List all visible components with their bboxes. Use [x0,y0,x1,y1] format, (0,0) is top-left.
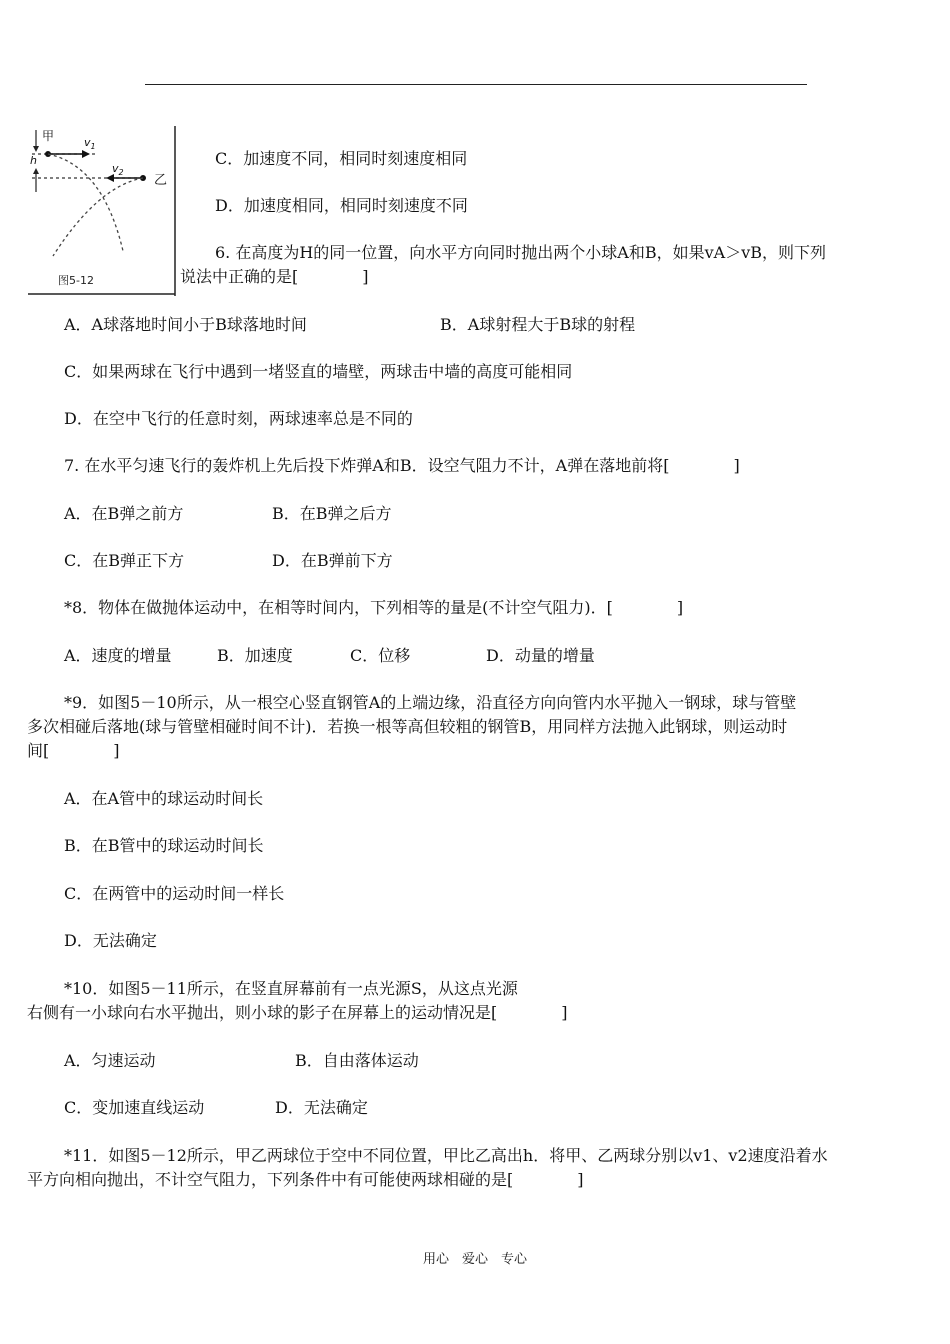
q8-option-b: B．加速度 [217,646,293,665]
q9-stem-line2: 多次相碰后落地(球与管壁相碰时间不计)．若换一根等高但较粗的钢管B，用同样方法抛入此钢球，则运动时 [27,717,788,736]
q7-option-c: C．在B弹正下方 [64,551,185,570]
q9-stem-line3: 间[ ] [27,741,120,760]
q7-option-d: D．在B弹前下方 [272,551,393,570]
trajectory-yi [53,178,143,256]
q6-option-a: A．A球落地时间小于B球落地时间 [64,315,307,334]
q8-option-a: A．速度的增量 [64,646,172,665]
label-v2: $v_2$ [112,162,124,177]
h-arrow-bottom-head [33,168,39,174]
label-v1: $v_1$ [84,136,96,151]
v1-arrow-head [82,150,90,158]
q9-option-c: C．在两管中的运动时间一样长 [64,884,285,903]
q7-option-b: B．在B弹之后方 [272,504,392,523]
q11-stem-line2: 平方向相向抛出，不计空气阻力，下列条件中有可能使两球相碰的是[ ] [27,1170,584,1189]
q6-stem-line1: 6. 在高度为H的同一位置，向水平方向同时抛出两个小球A和B，如果vA＞vB，则下列 [215,243,827,262]
q7-option-a: A．在B弹之前方 [64,504,184,523]
q6-option-d: D．在空中飞行的任意时刻，两球速率总是不同的 [64,409,413,428]
q9-stem-line1: *9．如图5－10所示，从一根空心竖直钢管A的上端边缘，沿直径方向向管内水平抛入一钢球，球与管壁 [64,693,797,712]
v2-arrow-head [106,174,114,182]
q8-option-d: D．动量的增量 [486,646,595,665]
q5-option-d: D．加速度相同，相同时刻速度不同 [215,196,468,215]
q6-stem-line2: 说法中正确的是[ ] [180,267,369,286]
q10-option-b: B．自由落体运动 [295,1051,419,1070]
q10-stem-line1: *10．如图5－11所示，在竖直屏幕前有一点光源S，从这点光源 [64,979,518,998]
label-jia: 甲 [42,129,55,143]
q7-stem: 7. 在水平匀速飞行的轰炸机上先后投下炸弹A和B．设空气阻力不计，A弹在落地前将[ ] [64,456,740,475]
figure-5-12 [28,126,178,298]
figure-caption: 图5-12 [58,274,94,287]
q9-option-d: D．无法确定 [64,931,157,950]
h-arrow-top-head [33,146,39,152]
q10-option-c: C．变加速直线运动 [64,1098,205,1117]
q10-option-d: D．无法确定 [275,1098,368,1117]
q8-option-c: C．位移 [350,646,411,665]
label-yi: 乙 [154,173,168,188]
q6-option-b: B．A球射程大于B球的射程 [440,315,636,334]
header-rule [145,84,807,85]
q9-option-b: B．在B管中的球运动时间长 [64,836,264,855]
q5-option-c: C．加速度不同，相同时刻速度相同 [215,149,468,168]
q10-stem-line2: 右侧有一小球向右水平抛出，则小球的影子在屏幕上的运动情况是[ ] [27,1003,568,1022]
label-h: h [30,154,37,167]
q11-stem-line1: *11．如图5－12所示，甲乙两球位于空中不同位置，甲比乙高出h．将甲、乙两球分别以v1、v2速度沿着水 [64,1146,828,1165]
q10-option-a: A．匀速运动 [64,1051,156,1070]
q8-stem: *8．物体在做抛体运动中，在相等时间内，下列相等的量是(不计空气阻力)．[ ] [64,598,684,617]
page-footer: 用心 爱心 专心 [422,1252,527,1267]
q9-option-a: A．在A管中的球运动时间长 [64,789,264,808]
q6-option-c: C．如果两球在飞行中遇到一堵竖直的墙壁，两球击中墙的高度可能相同 [64,362,573,381]
